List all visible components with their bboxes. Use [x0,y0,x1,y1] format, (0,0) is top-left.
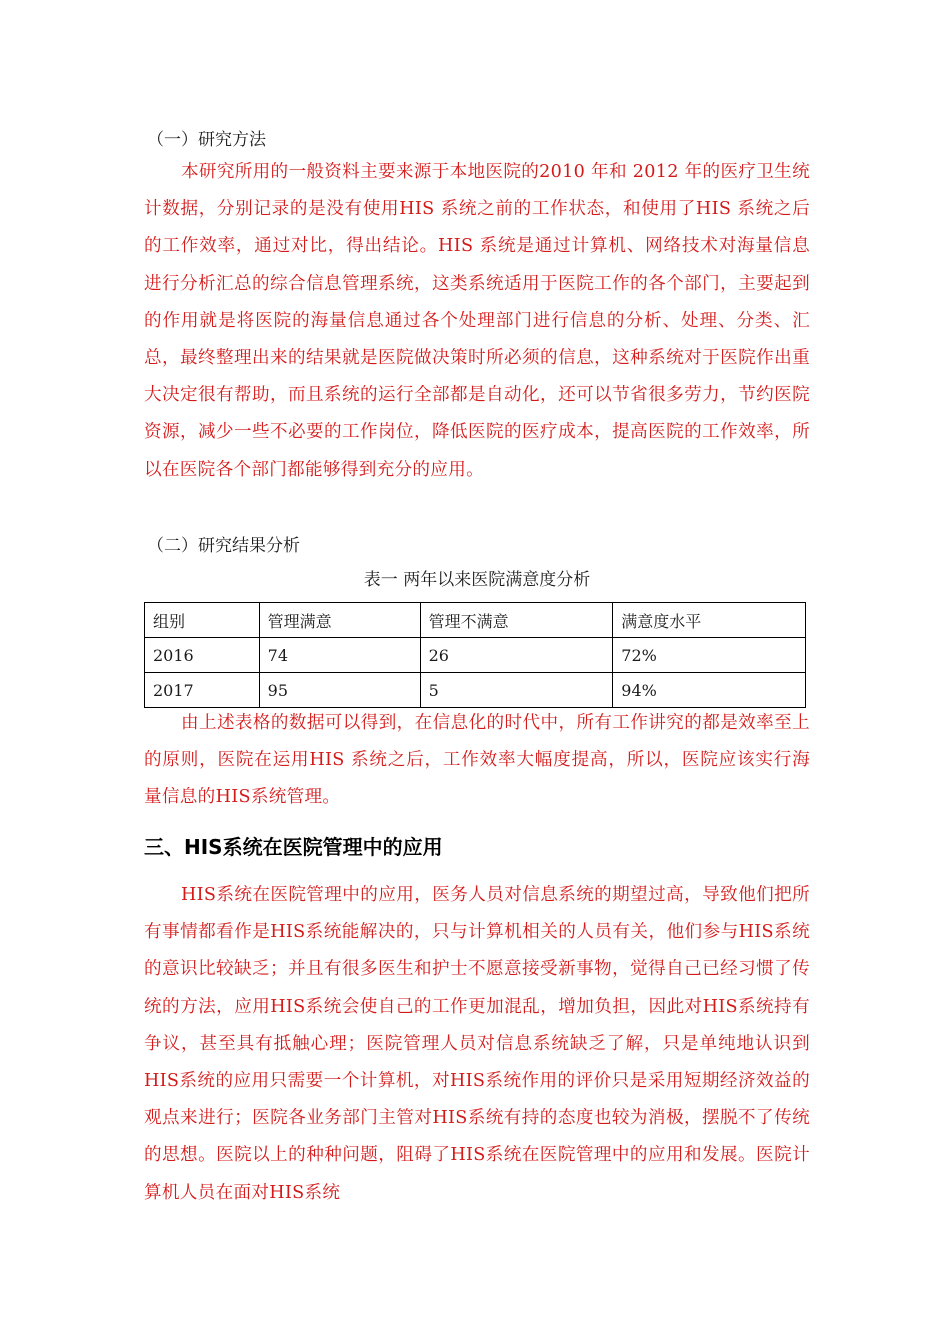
section-b-heading: （二）研究结果分析 [147,536,300,556]
table-cell: 94% [613,673,806,708]
table-cell: 74 [259,638,420,673]
table-row [145,638,806,673]
table-cell: 72% [613,638,806,673]
section-a-heading: （一）研究方法 [147,130,266,150]
table-header-cell: 组别 [145,603,260,638]
table-cell: 95 [259,673,420,708]
table-caption: 表一 两年以来医院满意度分析 [363,570,591,590]
research-method-paragraph: 本研究所用的一般资料主要来源于本地医院的2010 年和 2012 年的医疗卫生统计数据，分别记录的是没有使用HIS 系统之前的工作状态，和使用了HIS 系统之后的工作效率，通过对比，得出结论。HIS 系统是通过计算机、网络技术对海量信息进行分析汇总的综合信息管理系统，这类系统适用于医院工作的各个部门，主要起到的作用就是将医院的海量信息通过各个处理部门进行信息的分析、处理、分类、汇总，最终整理出来的结果就是医院做决策时所必须的信息，这种系统对于医院作出重大决定很有帮助，而且系统的运行全部都是自动化，还可以节省很多劳力，节约医院资源，减少一些不必要的工作岗位，降低医院的医疗成本，提高医院的工作效率，所以在医院各个部门都能够得到充分的应用。 [144,162,810,480]
table-cell: 2017 [145,673,260,708]
his-application-paragraph: HIS系统在医院管理中的应用，医务人员对信息系统的期望过高，导致他们把所有事情都看作是HIS系统能解决的，只与计算机相关的人员有关，他们参与HIS系统的意识比较缺乏；并且有很多医生和护士不愿意接受新事物，觉得自己已经习惯了传统的方法，应用HIS系统会使自己的工作更加混乱，增加负担，因此对HIS系统持有争议，甚至具有抵触心理；医院管理人员对信息系统缺乏了解，只是单纯地认识到HIS系统的应用只需要一个计算机，对HIS系统作用的评价只是采用短期经济效益的观点来进行；医院各业务部门主管对HIS系统有持的态度也较为消极，摆脱不了传统的思想。医院以上的种种问题，阻碍了HIS系统在医院管理中的应用和发展。医院计算机人员在面对HIS系统 [144,885,810,1203]
table-header-cell: 满意度水平 [613,603,806,638]
table-cell: 2016 [145,638,260,673]
table-header-cell: 管理不满意 [420,603,613,638]
section-title: 三、HIS系统在医院管理中的应用 [144,835,443,859]
analysis-paragraph: 由上述表格的数据可以得到，在信息化的时代中，所有工作讲究的都是效率至上的原则，医院在运用HIS 系统之后，工作效率大幅度提高，所以，医院应该实行海量信息的HIS系统管理。 [144,713,810,808]
table-header-cell: 管理满意 [259,603,420,638]
table-header-row [145,603,806,638]
satisfaction-table [144,602,806,708]
table-cell: 26 [420,638,613,673]
table-cell: 5 [420,673,613,708]
table-row [145,673,806,708]
